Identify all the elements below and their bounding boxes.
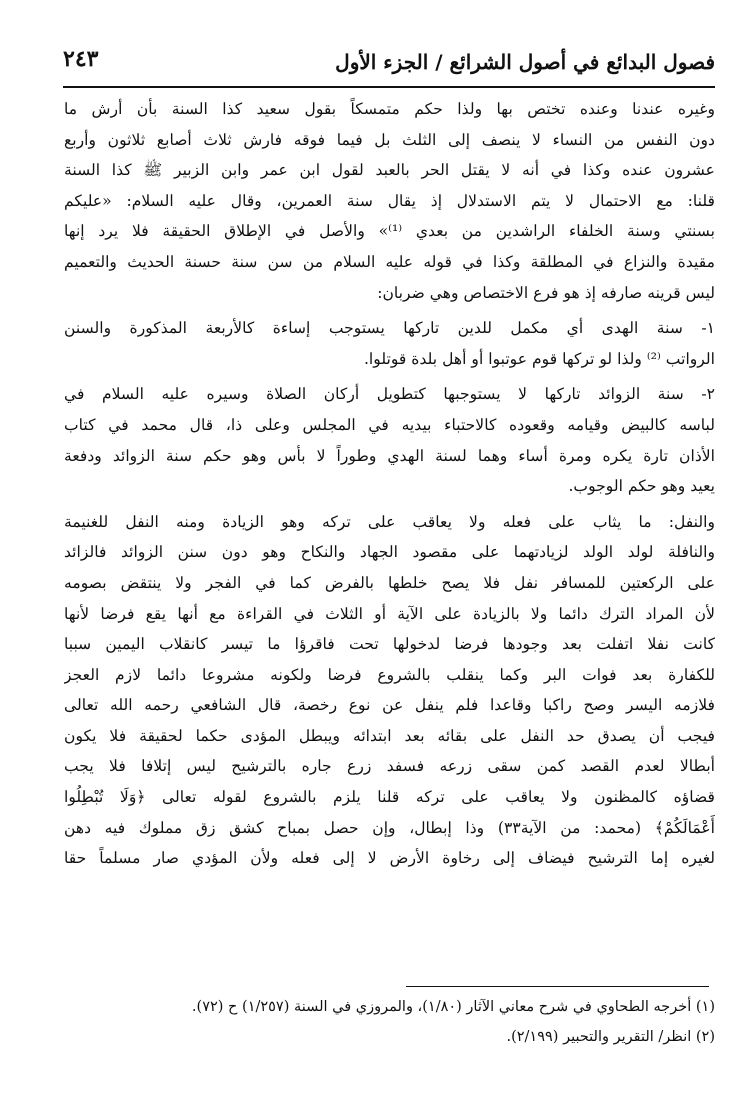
footnote-2: (٢) انظر/ التقرير والتحبير (٢/١٩٩). (506, 1029, 715, 1045)
text-line: لغيره إما الترشيح فيضاف إلى رخاوة الأرض لا إلى فعله ولأن المؤدي صار مسلماً حقا (64, 849, 715, 868)
footnote-1: (١) أخرجه الطحاوي في شرح معاني الآثار (١/٨٠)، والمروزي في السنة (١/٢٥٧) ح (٧٢). (191, 999, 715, 1015)
text-line: لباسه كالبيض وقيامه وقعوده كالاحتباء بيديه في المجلس وعلى ذا، قال محمد في كتاب (64, 415, 715, 434)
text-line: أَعْمَالَكُمْ﴾ (محمد: من الآية٣٣) وذا إبطال، وإن حصل بمباح كشق زق مملوك فيه دهن (64, 818, 715, 837)
text-line: فيجب أن يصدق حد النفل على بقائه بعد ابتدائه ويبطل المؤدى حكما لحقيقة فلا يكون (64, 726, 715, 745)
page-number: ٢٤٣ (63, 46, 99, 72)
text-line: ليس قرينه صارفه إذ هو فرع الاختصاص وهي ضربان: (377, 283, 715, 302)
text-line: قضاؤه كالمظنون ولا يعاقب على تركه قلنا يلزم بالشروع لقوله تعالى ﴿وَلَا تُبْطِلُوا (64, 788, 715, 807)
text-line: الأذان تارة يكره ومرة أساء وهما لسنة الهدي وطوراً لا بأس وهو حكم سنة الزوائد ودفعة (64, 446, 715, 465)
text-line: وغيره عندنا وعنده تختص بها ولذا حكم متمسكاً بقول سعيد كذا السنة بأن أرش ما (64, 100, 715, 118)
list-item-2: ٢- سنة الزوائد تاركها لا يستوجبها كتطويل أركان الصلاة وسيره عليه السلام في (64, 385, 715, 404)
running-title: فصول البدائع في أصول الشرائع / الجزء الأول (335, 50, 715, 74)
text-line: والنافلة لولد الولد لزيادتهما على مقصود الجهاد والنكاح وهو دون سنن الزوائد فالزائد (64, 543, 715, 562)
text-line: لأن المراد الترك دائما ولا بالزيادة على الآية أو الثلاث في القراءة مع أنها يقع فرضا لأنها (64, 604, 715, 623)
list-item-1: ١- سنة الهدى أي مكمل للدين تاركها يستوجب إساءة كالأربعة المذكورة والسنن (64, 319, 715, 338)
text-line: الرواتب ⁽²⁾ ولذا لو تركها قوم عوتبوا أو أهل بلدة قوتلوا. (363, 349, 715, 368)
text-line: يعيد وهو حكم الوجوب. (568, 477, 715, 496)
text-line: بسنتي وسنة الخلفاء الراشدين من بعدي ⁽¹⁾» والأصل في الإطلاق الحقيقة فلا يرد إنها (64, 222, 715, 241)
text-line: للكفارة بعد فوات البر وكما ينقلب بالشروع فرضا ولكونه مشروعا دائما لازم العجز (64, 665, 715, 684)
text-line: فلازمه اليسر وصح راكبا وقاعدا فلم ينفل عن نوع رخصة، قال الشافعي رحمه الله تعالى (64, 696, 715, 715)
text-line: دون النفس من النساء لا ينصف إلى الثلث بل فيما فوقه فارش ثلاث أصابع ثلاثون وأربع (64, 130, 715, 149)
text-line: قلنا: مع الاحتمال لا يتم الاستدلال إذ يقال سنة العمرين، وقال عليه السلام: «عليكم (64, 191, 715, 210)
footnotes (64, 992, 715, 1052)
text-line: عشرون عنده وكذا في أنه لا يقتل الحر بالعبد لقول ابن عمر وابن الزبير ﷺ كذا السنة (64, 161, 715, 180)
nafl-definition-line: والنفل: ما يثاب على فعله ولا يعاقب على تركه وهو الزيادة ومنه النفل للغنيمة (64, 512, 715, 531)
page-header (63, 42, 715, 88)
text-line: كانت نفلا اتفلت بعد وجودها فرضا لدخولها تحت فاقرؤا ما تيسر كانقلاب اليمين سببا (64, 635, 715, 654)
body-text (64, 94, 715, 874)
text-line: أبطالا لعدم القصد كمن سقى زرعه فسفد زرع جاره بالترشيح ليس إتلافا فلا يجب (64, 757, 715, 776)
text-line: على الركعتين للمسافر نفل فلا يصح خلطها بالفرض كما في الفجر ولا ينتقض بصومه (64, 573, 715, 592)
text-line: مقيدة والنزاع في المطلقة وكذا في قوله عليه السلام من سن سنة حسنة الحديث والتعميم (64, 252, 715, 271)
footnote-separator (406, 986, 709, 987)
